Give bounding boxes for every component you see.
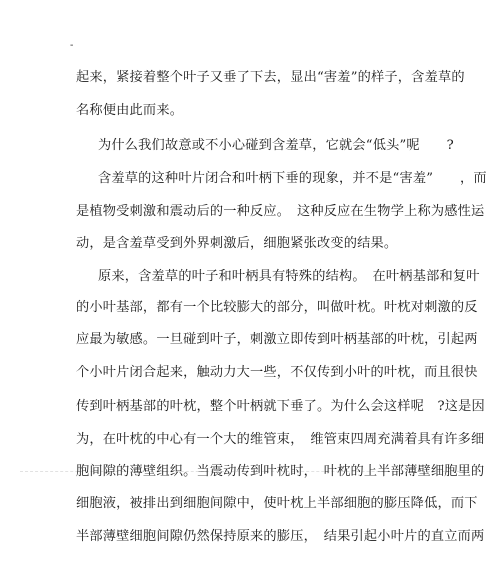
text-line: 个小叶片闭合起来，触动力大一些，不仅传到小叶的叶枕，而且很快	[76, 365, 478, 380]
text-line: 原来，含羞草的叶子和叶柄具有特殊的结构。 在叶柄基部和复叶	[98, 269, 480, 284]
text-line: 的小叶基部，都有一个比较膨大的部分，叫做叶枕。叶枕对刺激的反	[76, 300, 478, 315]
text-line: 含羞草的这种叶片闭合和叶柄下垂的现象，并不是“害羞” ，而	[98, 171, 487, 186]
page-corner-mark: -	[70, 40, 74, 51]
text-line: 动，是含羞草受到外界刺激后，细胞紧张改变的结果。	[76, 236, 398, 251]
text-line: 是植物受刺激和震动后的一种反应。 这种反应在生物学上称为感性运	[76, 204, 485, 219]
text-line: 胞间隙的薄壁组织。当震动传到叶枕时， 叶枕的上半部薄壁细胞里的	[76, 464, 485, 479]
text-line: 名称便由此而来。	[76, 103, 184, 118]
text-line: 细胞液，被排出到细胞间隙中，使叶枕上半部细胞的膨压降低，而下	[76, 496, 478, 511]
text-line: 传到叶柄基部的叶枕，整个叶柄就下垂了。为什么会这样呢 ?这是因	[76, 399, 485, 414]
text-line: 应最为敏感。一旦碰到叶子，刺激立即传到叶柄基部的叶枕，引起两	[76, 332, 478, 347]
text-line: 起来，紧接着整个叶子又垂了下去，显出“害羞”的样子，含羞草的	[76, 70, 465, 85]
text-line: 为，在叶枕的中心有一个大的维管束， 维管束四周充满着具有许多细	[76, 432, 485, 447]
text-line: 为什么我们故意或不小心碰到含羞草，它就会“低头”呢 ?	[98, 138, 454, 153]
text-line: 半部薄壁细胞间隙仍然保持原来的膨压， 结果引起小叶片的直立而两	[76, 529, 485, 544]
